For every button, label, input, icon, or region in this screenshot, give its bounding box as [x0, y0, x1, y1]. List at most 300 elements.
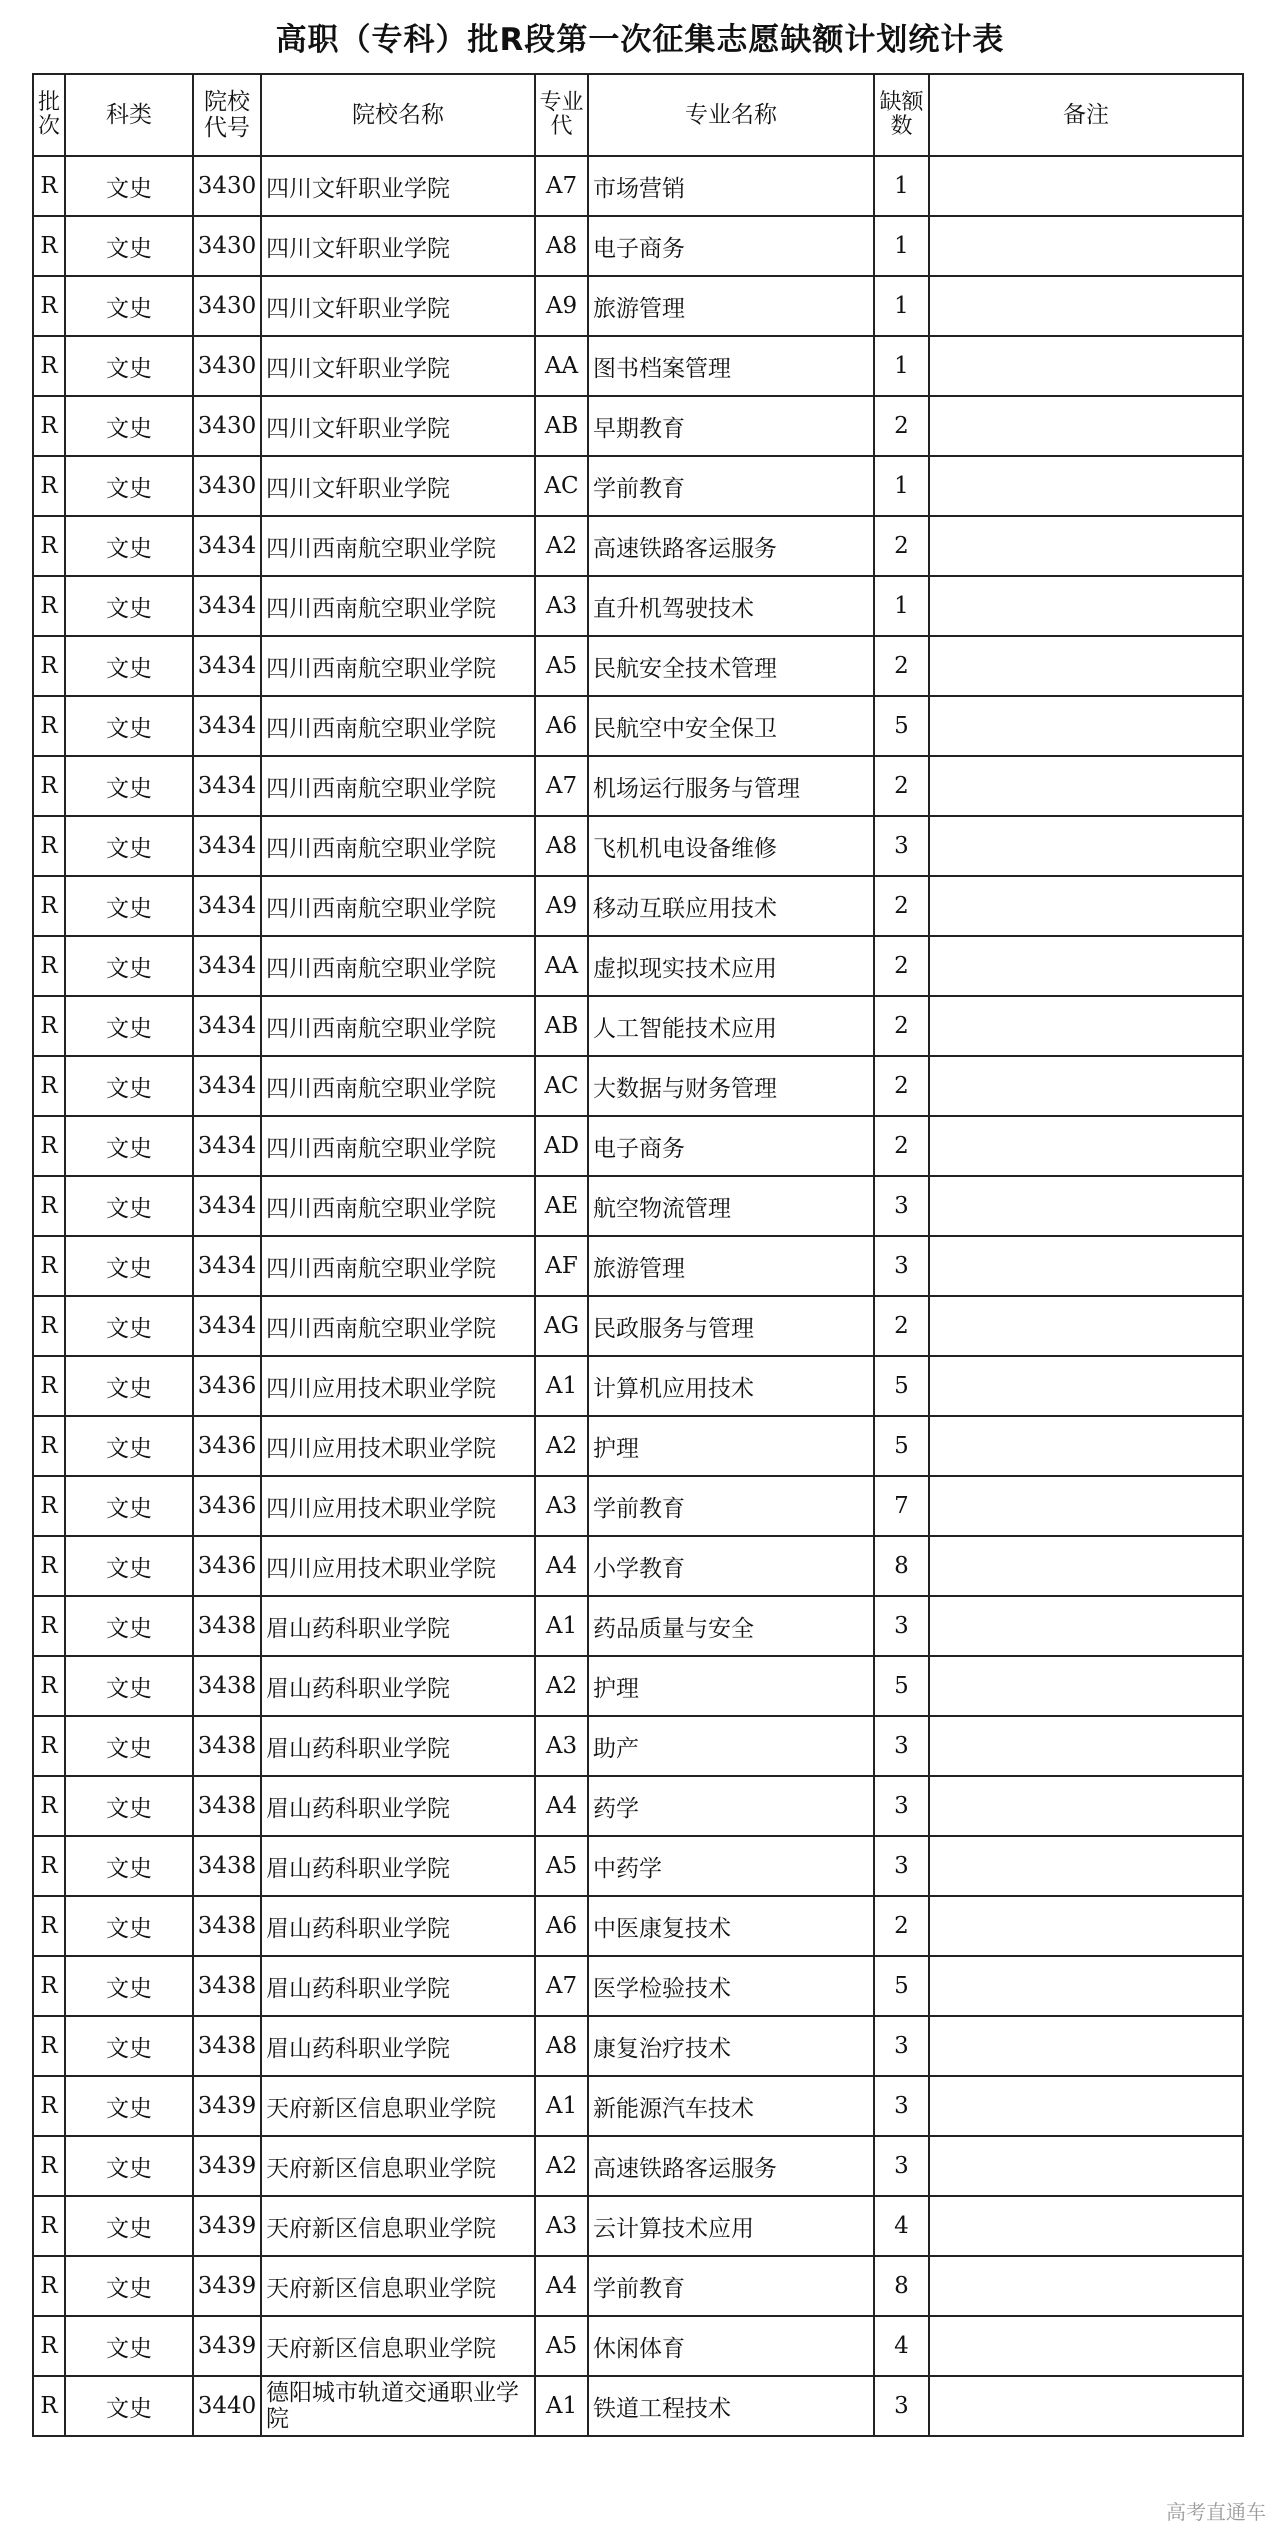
cell-batch: R	[33, 876, 65, 936]
cell-major-name: 新能源汽车技术	[588, 2076, 874, 2136]
cell-vacancy: 5	[874, 1956, 929, 2016]
header-remark: 备注	[929, 74, 1243, 156]
cell-school-code: 3434	[193, 816, 261, 876]
cell-vacancy: 1	[874, 456, 929, 516]
cell-category: 文史	[65, 1656, 193, 1716]
cell-vacancy: 5	[874, 1356, 929, 1416]
cell-major-name: 康复治疗技术	[588, 2016, 874, 2076]
cell-batch: R	[33, 1716, 65, 1776]
table-row	[33, 696, 1243, 756]
cell-school-code: 3430	[193, 456, 261, 516]
cell-major-name: 航空物流管理	[588, 1176, 874, 1236]
cell-major-name: 市场营销	[588, 156, 874, 216]
cell-category: 文史	[65, 756, 193, 816]
cell-category: 文史	[65, 2136, 193, 2196]
table-row	[33, 1116, 1243, 1176]
cell-remark	[929, 396, 1243, 456]
table-row	[33, 1716, 1243, 1776]
cell-school-code: 3438	[193, 1776, 261, 1836]
cell-vacancy: 5	[874, 1416, 929, 1476]
cell-school-code: 3436	[193, 1476, 261, 1536]
cell-batch: R	[33, 1836, 65, 1896]
table-row	[33, 1056, 1243, 1116]
cell-batch: R	[33, 396, 65, 456]
cell-school-name: 四川文轩职业学院	[261, 336, 535, 396]
cell-vacancy: 1	[874, 576, 929, 636]
cell-major-code: A1	[535, 1596, 588, 1656]
cell-category: 文史	[65, 1896, 193, 1956]
cell-major-name: 早期教育	[588, 396, 874, 456]
cell-school-code: 3438	[193, 1896, 261, 1956]
cell-major-code: A2	[535, 2136, 588, 2196]
cell-batch: R	[33, 1476, 65, 1536]
cell-major-name: 药学	[588, 1776, 874, 1836]
cell-school-name: 四川西南航空职业学院	[261, 1296, 535, 1356]
cell-vacancy: 3	[874, 2076, 929, 2136]
cell-batch: R	[33, 696, 65, 756]
cell-school-code: 3430	[193, 216, 261, 276]
cell-category: 文史	[65, 156, 193, 216]
cell-school-name: 四川文轩职业学院	[261, 216, 535, 276]
cell-major-name: 移动互联应用技术	[588, 876, 874, 936]
cell-school-name: 天府新区信息职业学院	[261, 2196, 535, 2256]
cell-school-code: 3434	[193, 1296, 261, 1356]
cell-category: 文史	[65, 876, 193, 936]
table-row	[33, 2256, 1243, 2316]
cell-school-code: 3434	[193, 1236, 261, 1296]
cell-category: 文史	[65, 1476, 193, 1536]
cell-school-name: 天府新区信息职业学院	[261, 2316, 535, 2376]
cell-major-name: 铁道工程技术	[588, 2376, 874, 2436]
cell-category: 文史	[65, 2196, 193, 2256]
cell-remark	[929, 1836, 1243, 1896]
cell-school-name: 眉山药科职业学院	[261, 1656, 535, 1716]
cell-vacancy: 1	[874, 156, 929, 216]
cell-remark	[929, 2316, 1243, 2376]
cell-batch: R	[33, 1236, 65, 1296]
cell-vacancy: 2	[874, 1116, 929, 1176]
cell-school-code: 3439	[193, 2256, 261, 2316]
cell-category: 文史	[65, 1836, 193, 1896]
cell-major-code: A2	[535, 516, 588, 576]
cell-school-name: 四川西南航空职业学院	[261, 876, 535, 936]
cell-remark	[929, 1896, 1243, 1956]
cell-batch: R	[33, 1296, 65, 1356]
cell-category: 文史	[65, 1776, 193, 1836]
cell-school-code: 3436	[193, 1356, 261, 1416]
cell-school-name: 四川西南航空职业学院	[261, 936, 535, 996]
cell-remark	[929, 336, 1243, 396]
cell-batch: R	[33, 456, 65, 516]
cell-school-code: 3434	[193, 516, 261, 576]
cell-remark	[929, 936, 1243, 996]
cell-school-name: 四川西南航空职业学院	[261, 1236, 535, 1296]
cell-major-name: 中药学	[588, 1836, 874, 1896]
cell-category: 文史	[65, 1296, 193, 1356]
table-row	[33, 1956, 1243, 2016]
header-major-name: 专业名称	[588, 74, 874, 156]
cell-school-name: 眉山药科职业学院	[261, 1596, 535, 1656]
cell-batch: R	[33, 1656, 65, 1716]
cell-remark	[929, 1956, 1243, 2016]
cell-batch: R	[33, 1896, 65, 1956]
cell-remark	[929, 1656, 1243, 1716]
cell-major-code: A8	[535, 816, 588, 876]
cell-remark	[929, 2196, 1243, 2256]
cell-major-code: A9	[535, 276, 588, 336]
cell-major-code: A7	[535, 156, 588, 216]
cell-major-code: AF	[535, 1236, 588, 1296]
cell-vacancy: 2	[874, 1896, 929, 1956]
cell-major-code: A9	[535, 876, 588, 936]
cell-major-name: 直升机驾驶技术	[588, 576, 874, 636]
cell-remark	[929, 2136, 1243, 2196]
cell-batch: R	[33, 1416, 65, 1476]
cell-school-code: 3434	[193, 576, 261, 636]
cell-major-code: AA	[535, 336, 588, 396]
cell-school-name: 眉山药科职业学院	[261, 1956, 535, 2016]
cell-remark	[929, 456, 1243, 516]
cell-vacancy: 5	[874, 1656, 929, 1716]
cell-school-code: 3434	[193, 1116, 261, 1176]
cell-batch: R	[33, 936, 65, 996]
cell-remark	[929, 1716, 1243, 1776]
table-row	[33, 276, 1243, 336]
cell-school-name: 四川西南航空职业学院	[261, 636, 535, 696]
cell-major-name: 民航空中安全保卫	[588, 696, 874, 756]
cell-school-name: 四川西南航空职业学院	[261, 576, 535, 636]
cell-category: 文史	[65, 456, 193, 516]
cell-major-code: A7	[535, 756, 588, 816]
cell-school-name: 四川文轩职业学院	[261, 156, 535, 216]
cell-vacancy: 3	[874, 1176, 929, 1236]
cell-category: 文史	[65, 1176, 193, 1236]
cell-school-name: 四川西南航空职业学院	[261, 696, 535, 756]
cell-category: 文史	[65, 1416, 193, 1476]
cell-vacancy: 7	[874, 1476, 929, 1536]
cell-school-code: 3434	[193, 636, 261, 696]
cell-major-name: 旅游管理	[588, 276, 874, 336]
table-row	[33, 2076, 1243, 2136]
cell-remark	[929, 2256, 1243, 2316]
cell-category: 文史	[65, 636, 193, 696]
table-row	[33, 756, 1243, 816]
cell-vacancy: 1	[874, 216, 929, 276]
cell-remark	[929, 1776, 1243, 1836]
cell-major-name: 中医康复技术	[588, 1896, 874, 1956]
cell-batch: R	[33, 1176, 65, 1236]
cell-school-name: 四川应用技术职业学院	[261, 1416, 535, 1476]
cell-batch: R	[33, 1056, 65, 1116]
cell-school-name: 四川应用技术职业学院	[261, 1476, 535, 1536]
cell-remark	[929, 996, 1243, 1056]
cell-major-code: A1	[535, 2076, 588, 2136]
cell-school-code: 3434	[193, 1056, 261, 1116]
cell-remark	[929, 816, 1243, 876]
cell-major-name: 电子商务	[588, 1116, 874, 1176]
vacancy-plan-table	[32, 73, 1244, 2437]
cell-vacancy: 2	[874, 1296, 929, 1356]
cell-major-code: A3	[535, 1716, 588, 1776]
cell-major-code: A2	[535, 1656, 588, 1716]
cell-batch: R	[33, 336, 65, 396]
header-major-code: 专业代	[535, 74, 588, 156]
cell-remark	[929, 1236, 1243, 1296]
cell-batch: R	[33, 1776, 65, 1836]
cell-category: 文史	[65, 516, 193, 576]
cell-school-code: 3436	[193, 1416, 261, 1476]
cell-vacancy: 3	[874, 2376, 929, 2436]
cell-category: 文史	[65, 996, 193, 1056]
cell-vacancy: 8	[874, 2256, 929, 2316]
cell-vacancy: 3	[874, 2136, 929, 2196]
cell-major-name: 旅游管理	[588, 1236, 874, 1296]
cell-school-name: 四川应用技术职业学院	[261, 1536, 535, 1596]
cell-school-code: 3438	[193, 1716, 261, 1776]
cell-major-name: 计算机应用技术	[588, 1356, 874, 1416]
cell-remark	[929, 1536, 1243, 1596]
header-school-name: 院校名称	[261, 74, 535, 156]
cell-school-name: 四川文轩职业学院	[261, 396, 535, 456]
cell-remark	[929, 2016, 1243, 2076]
cell-remark	[929, 1416, 1243, 1476]
cell-batch: R	[33, 2256, 65, 2316]
cell-batch: R	[33, 1596, 65, 1656]
cell-remark	[929, 636, 1243, 696]
table-row	[33, 396, 1243, 456]
cell-major-code: A3	[535, 1476, 588, 1536]
cell-major-name: 云计算技术应用	[588, 2196, 874, 2256]
cell-major-name: 护理	[588, 1416, 874, 1476]
cell-major-name: 学前教育	[588, 1476, 874, 1536]
cell-major-code: A3	[535, 576, 588, 636]
table-row	[33, 1596, 1243, 1656]
cell-remark	[929, 516, 1243, 576]
cell-vacancy: 3	[874, 816, 929, 876]
cell-school-name: 天府新区信息职业学院	[261, 2256, 535, 2316]
cell-major-name: 民航安全技术管理	[588, 636, 874, 696]
cell-batch: R	[33, 1356, 65, 1416]
cell-category: 文史	[65, 816, 193, 876]
cell-remark	[929, 2076, 1243, 2136]
cell-school-name: 四川西南航空职业学院	[261, 1116, 535, 1176]
cell-remark	[929, 696, 1243, 756]
cell-batch: R	[33, 2016, 65, 2076]
table-row	[33, 216, 1243, 276]
cell-category: 文史	[65, 1596, 193, 1656]
table-row	[33, 2136, 1243, 2196]
table-row	[33, 456, 1243, 516]
cell-vacancy: 3	[874, 1716, 929, 1776]
table-row	[33, 1656, 1243, 1716]
cell-batch: R	[33, 216, 65, 276]
cell-school-code: 3434	[193, 996, 261, 1056]
cell-category: 文史	[65, 1236, 193, 1296]
cell-school-code: 3434	[193, 1176, 261, 1236]
cell-batch: R	[33, 996, 65, 1056]
cell-major-code: AB	[535, 996, 588, 1056]
cell-vacancy: 3	[874, 2016, 929, 2076]
cell-school-name: 眉山药科职业学院	[261, 1776, 535, 1836]
cell-major-code: AC	[535, 1056, 588, 1116]
cell-school-code: 3430	[193, 276, 261, 336]
cell-school-name: 天府新区信息职业学院	[261, 2076, 535, 2136]
cell-school-name: 德阳城市轨道交通职业学院	[261, 2376, 535, 2436]
cell-major-code: AB	[535, 396, 588, 456]
cell-major-code: AD	[535, 1116, 588, 1176]
cell-remark	[929, 2376, 1243, 2436]
cell-school-name: 四川西南航空职业学院	[261, 1176, 535, 1236]
cell-vacancy: 3	[874, 1596, 929, 1656]
cell-category: 文史	[65, 936, 193, 996]
cell-category: 文史	[65, 1356, 193, 1416]
cell-major-code: A6	[535, 696, 588, 756]
table-row	[33, 1776, 1243, 1836]
table-row	[33, 1356, 1243, 1416]
table-row	[33, 816, 1243, 876]
cell-remark	[929, 576, 1243, 636]
cell-batch: R	[33, 2136, 65, 2196]
cell-school-name: 眉山药科职业学院	[261, 1716, 535, 1776]
cell-school-code: 3434	[193, 696, 261, 756]
table-row	[33, 336, 1243, 396]
cell-batch: R	[33, 1116, 65, 1176]
cell-major-code: A4	[535, 2256, 588, 2316]
table-row	[33, 876, 1243, 936]
cell-major-code: A5	[535, 636, 588, 696]
table-row	[33, 936, 1243, 996]
cell-remark	[929, 276, 1243, 336]
cell-school-code: 3438	[193, 1656, 261, 1716]
cell-school-code: 3439	[193, 2076, 261, 2136]
cell-vacancy: 2	[874, 876, 929, 936]
cell-remark	[929, 876, 1243, 936]
cell-remark	[929, 216, 1243, 276]
cell-batch: R	[33, 156, 65, 216]
cell-school-name: 四川西南航空职业学院	[261, 756, 535, 816]
cell-school-code: 3434	[193, 936, 261, 996]
cell-major-code: A1	[535, 1356, 588, 1416]
cell-category: 文史	[65, 396, 193, 456]
cell-vacancy: 2	[874, 936, 929, 996]
cell-major-code: A1	[535, 2376, 588, 2436]
cell-vacancy: 3	[874, 1836, 929, 1896]
cell-category: 文史	[65, 276, 193, 336]
cell-vacancy: 2	[874, 516, 929, 576]
cell-school-code: 3439	[193, 2316, 261, 2376]
cell-batch: R	[33, 576, 65, 636]
cell-major-name: 民政服务与管理	[588, 1296, 874, 1356]
cell-vacancy: 1	[874, 276, 929, 336]
cell-vacancy: 4	[874, 2316, 929, 2376]
cell-school-name: 四川文轩职业学院	[261, 276, 535, 336]
table-row	[33, 1416, 1243, 1476]
cell-remark	[929, 1176, 1243, 1236]
cell-major-name: 大数据与财务管理	[588, 1056, 874, 1116]
cell-major-name: 医学检验技术	[588, 1956, 874, 2016]
cell-category: 文史	[65, 2256, 193, 2316]
cell-school-name: 眉山药科职业学院	[261, 1836, 535, 1896]
cell-batch: R	[33, 1536, 65, 1596]
cell-major-code: AA	[535, 936, 588, 996]
cell-school-code: 3439	[193, 2196, 261, 2256]
cell-school-code: 3434	[193, 756, 261, 816]
cell-batch: R	[33, 2196, 65, 2256]
cell-category: 文史	[65, 336, 193, 396]
cell-remark	[929, 1476, 1243, 1536]
cell-school-code: 3430	[193, 396, 261, 456]
cell-major-code: A4	[535, 1536, 588, 1596]
cell-batch: R	[33, 516, 65, 576]
cell-vacancy: 8	[874, 1536, 929, 1596]
cell-remark	[929, 1116, 1243, 1176]
cell-major-name: 机场运行服务与管理	[588, 756, 874, 816]
cell-vacancy: 2	[874, 636, 929, 696]
table-row	[33, 1176, 1243, 1236]
cell-major-name: 小学教育	[588, 1536, 874, 1596]
cell-remark	[929, 1596, 1243, 1656]
cell-major-code: AG	[535, 1296, 588, 1356]
cell-vacancy: 1	[874, 336, 929, 396]
cell-category: 文史	[65, 1536, 193, 1596]
cell-batch: R	[33, 756, 65, 816]
table-row	[33, 1836, 1243, 1896]
cell-school-code: 3434	[193, 876, 261, 936]
cell-remark	[929, 1356, 1243, 1416]
table-row	[33, 2016, 1243, 2076]
header-category: 科类	[65, 74, 193, 156]
cell-remark	[929, 156, 1243, 216]
cell-major-name: 休闲体育	[588, 2316, 874, 2376]
table-header-row	[33, 74, 1243, 156]
cell-batch: R	[33, 2316, 65, 2376]
cell-major-code: A6	[535, 1896, 588, 1956]
cell-school-code: 3438	[193, 1956, 261, 2016]
cell-school-name: 天府新区信息职业学院	[261, 2136, 535, 2196]
cell-school-code: 3430	[193, 336, 261, 396]
table-row	[33, 1476, 1243, 1536]
cell-category: 文史	[65, 1956, 193, 2016]
cell-school-name: 四川西南航空职业学院	[261, 516, 535, 576]
table-row	[33, 636, 1243, 696]
cell-major-code: AC	[535, 456, 588, 516]
table-row	[33, 1296, 1243, 1356]
table-row	[33, 2316, 1243, 2376]
cell-school-name: 四川西南航空职业学院	[261, 996, 535, 1056]
cell-school-name: 四川西南航空职业学院	[261, 1056, 535, 1116]
table-row	[33, 2196, 1243, 2256]
cell-school-code: 3438	[193, 1596, 261, 1656]
cell-category: 文史	[65, 2316, 193, 2376]
cell-batch: R	[33, 276, 65, 336]
cell-school-name: 眉山药科职业学院	[261, 2016, 535, 2076]
table-row	[33, 516, 1243, 576]
cell-school-name: 四川文轩职业学院	[261, 456, 535, 516]
table-row	[33, 2376, 1243, 2436]
cell-vacancy: 3	[874, 1776, 929, 1836]
cell-major-code: A5	[535, 2316, 588, 2376]
cell-batch: R	[33, 816, 65, 876]
cell-category: 文史	[65, 2376, 193, 2436]
cell-major-name: 电子商务	[588, 216, 874, 276]
table-body	[33, 156, 1243, 2436]
cell-major-name: 虚拟现实技术应用	[588, 936, 874, 996]
table-row	[33, 1536, 1243, 1596]
cell-major-code: A5	[535, 1836, 588, 1896]
cell-major-code: AE	[535, 1176, 588, 1236]
cell-batch: R	[33, 2076, 65, 2136]
cell-major-name: 高速铁路客运服务	[588, 516, 874, 576]
